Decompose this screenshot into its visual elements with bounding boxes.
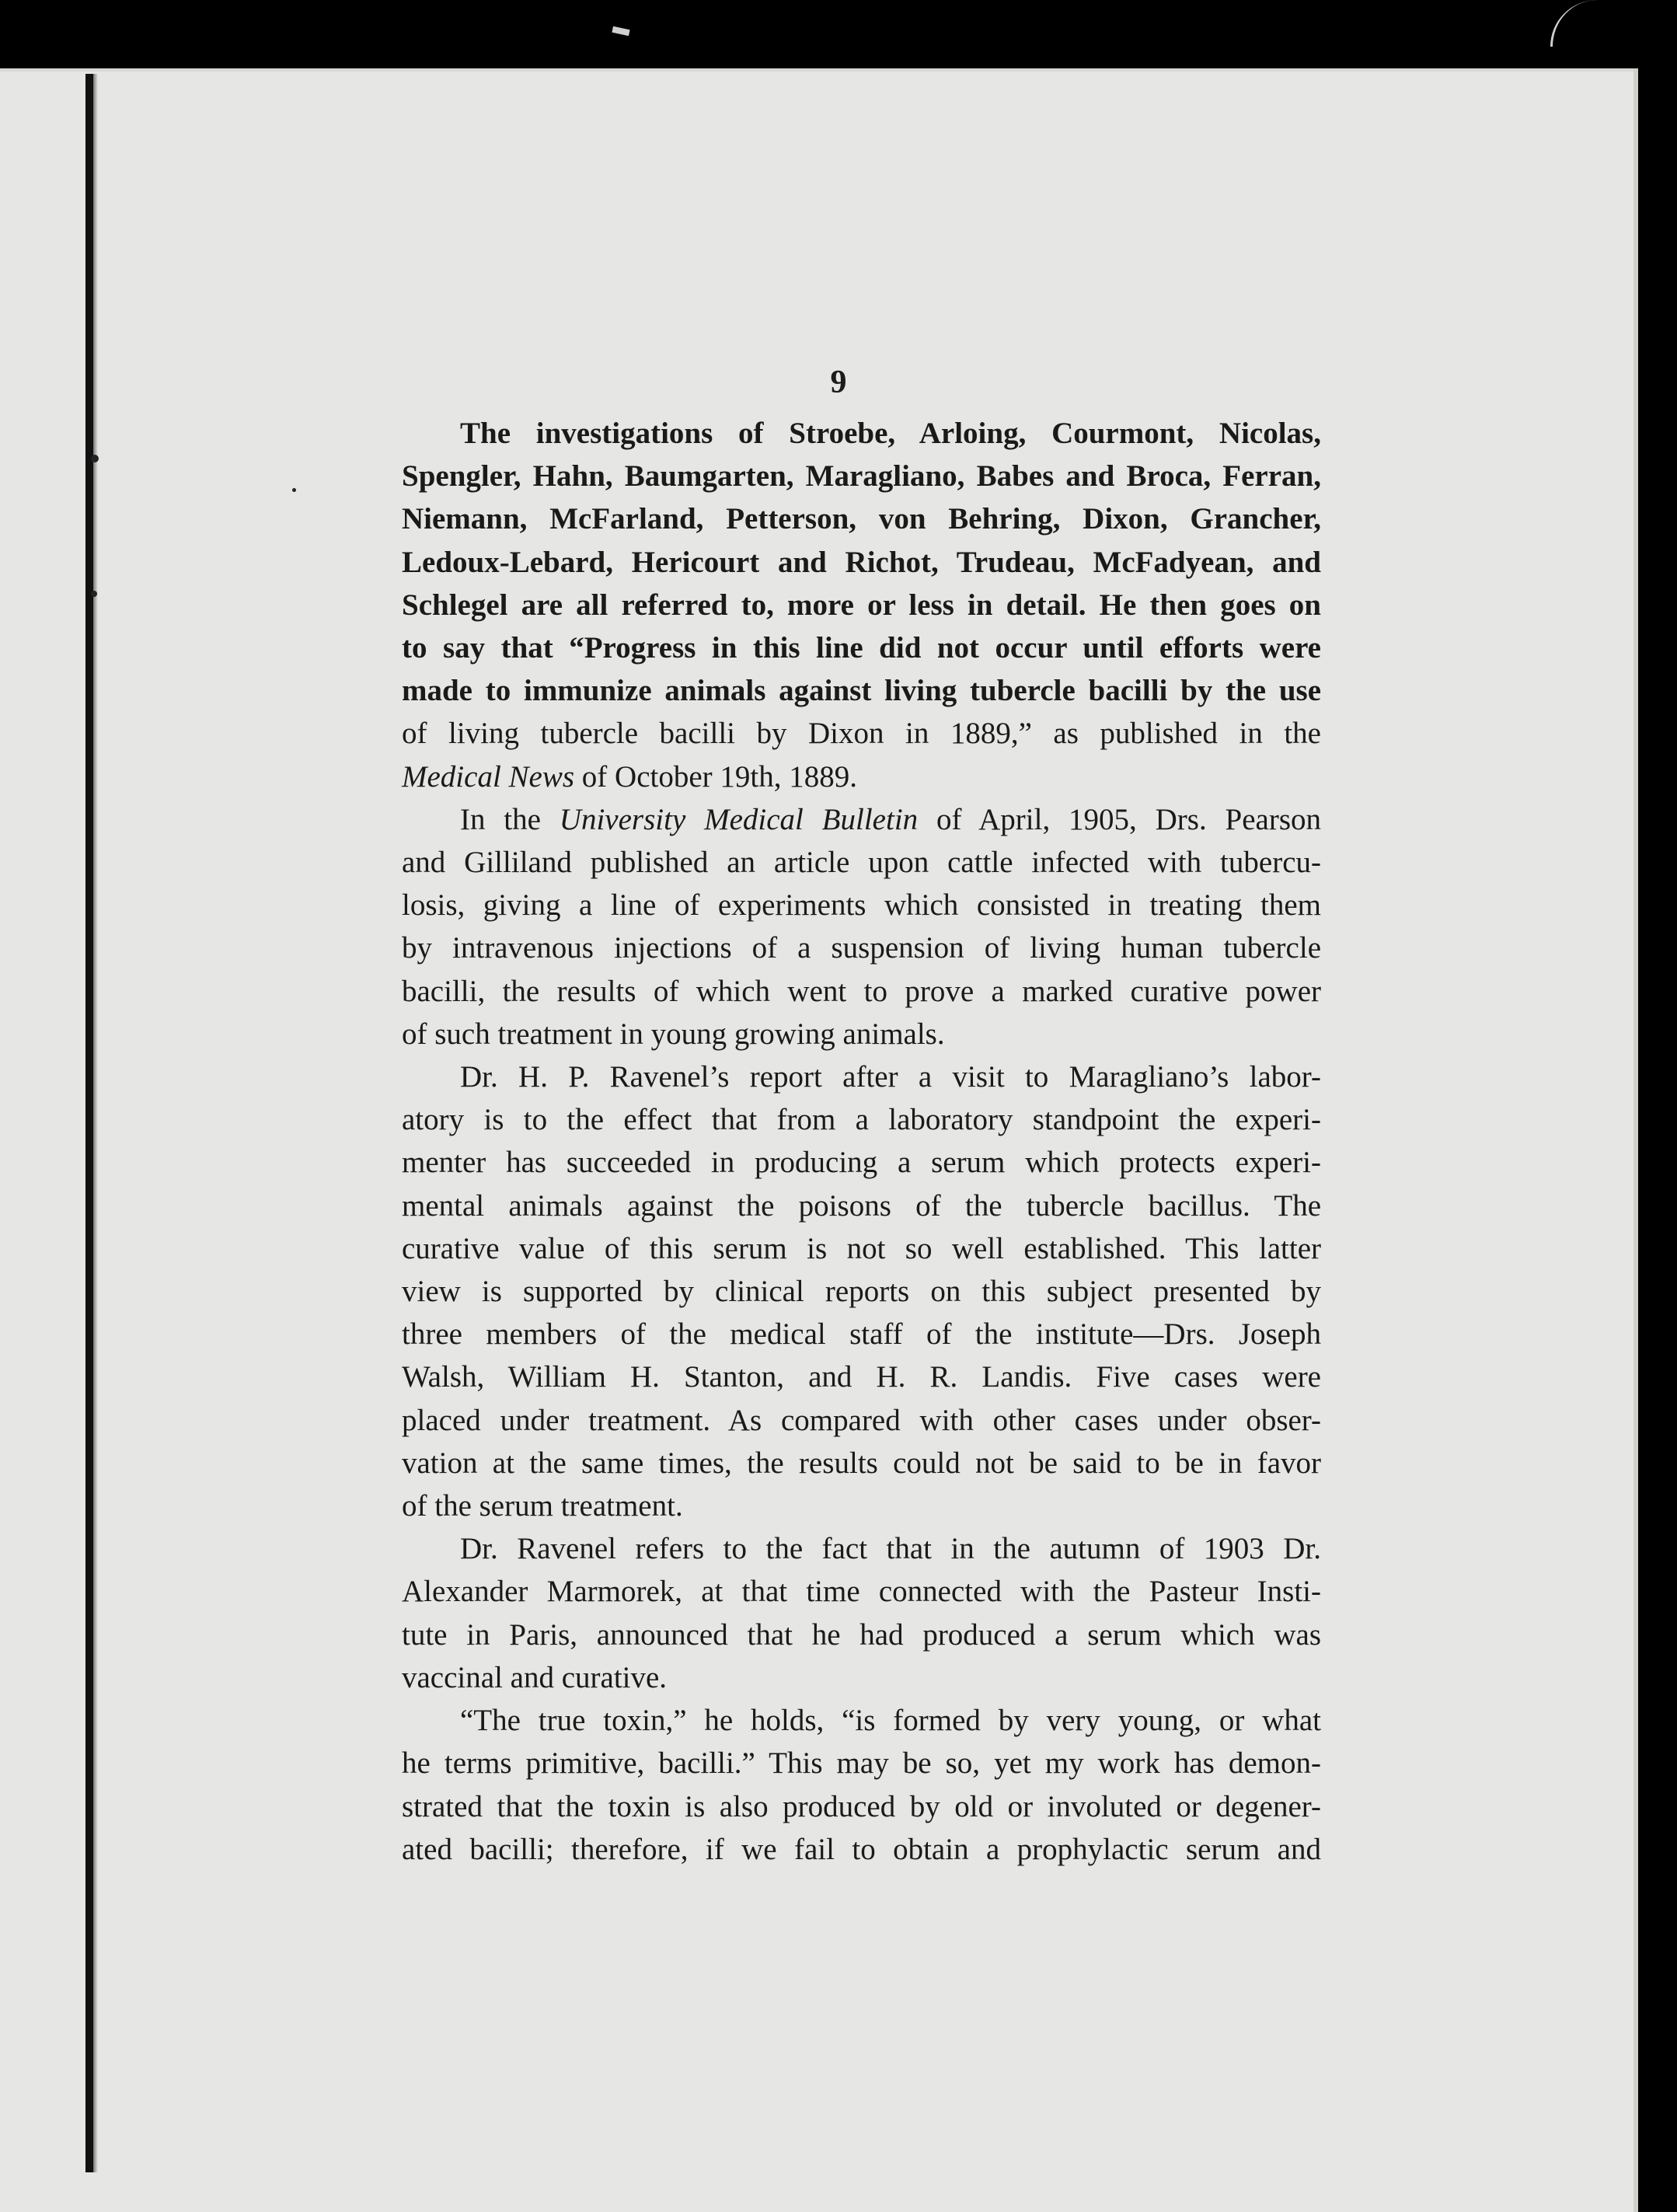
text-line: bacilli, the results of which went to prove a marked curative power bbox=[402, 974, 1321, 1008]
text-line: Dr. H. P. Ravenel’s report after a visit to Maragliano’s labor- bbox=[460, 1060, 1321, 1094]
text-line: “The true toxin,” he holds, “is formed by very young, or what bbox=[460, 1704, 1321, 1738]
text-line: of living tubercle bacilli by Dixon in 1889,” as published in the bbox=[402, 717, 1321, 751]
text-line: ated bacilli; therefore, if we fail to obtain a prophylactic serum and bbox=[402, 1832, 1321, 1866]
paragraph-1 bbox=[402, 412, 1321, 798]
text-line bbox=[402, 798, 1321, 841]
text-line: atory is to the effect that from a laboratory standpoint the experi- bbox=[402, 1103, 1321, 1137]
page-number: 9 bbox=[830, 365, 847, 400]
text-line: by intravenous injections of a suspension of living human tubercle bbox=[402, 931, 1321, 965]
text-line: Niemann, McFarland, Petterson, von Behring, Dixon, Grancher, bbox=[402, 502, 1321, 536]
italic-title: Medical News bbox=[402, 759, 575, 794]
paragraph-4 bbox=[402, 1527, 1321, 1699]
italic-title: University Medical Bulletin bbox=[559, 802, 919, 836]
text-line: Dr. Ravenel refers to the fact that in the autumn of 1903 Dr. bbox=[460, 1532, 1321, 1566]
body-text bbox=[402, 412, 1321, 1871]
text-line: view is supported by clinical reports on this subject presented by bbox=[402, 1275, 1321, 1309]
text-line: losis, giving a line of experiments which consisted in treating them bbox=[402, 888, 1321, 923]
text-line: and Gilliland published an article upon cattle infected with tubercu- bbox=[402, 846, 1321, 880]
text-line: he terms primitive, bacilli.” This may be so, yet my work has demon- bbox=[402, 1746, 1321, 1781]
margin-speck bbox=[292, 488, 296, 492]
text-line: to say that “Progress in this line did not occur until efforts were bbox=[402, 631, 1321, 665]
text-line: strated that the toxin is also produced by old or involuted or degener- bbox=[402, 1789, 1321, 1823]
text-line: of such treatment in young growing animals. bbox=[402, 1017, 945, 1051]
text-line: made to immunize animals against living tubercle bacilli by the use bbox=[402, 674, 1321, 708]
paragraph-3 bbox=[402, 1055, 1321, 1527]
text-line: of the serum treatment. bbox=[402, 1489, 683, 1523]
text-line: The investigations of Stroebe, Arloing, Courmont, Nicolas, bbox=[460, 417, 1321, 450]
text-line: three members of the medical staff of the institute—Drs. Joseph bbox=[402, 1317, 1321, 1352]
margin-speck bbox=[91, 455, 99, 462]
text-line: vaccinal and curative. bbox=[402, 1660, 668, 1694]
text-line: Walsh, William H. Stanton, and H. R. Landis. Five cases were bbox=[402, 1360, 1321, 1394]
margin-speck bbox=[91, 591, 97, 597]
text-line: Alexander Marmorek, at that time connected with the Pasteur Insti- bbox=[402, 1575, 1321, 1609]
text-line: vation at the same times, the results could not be said to be in favor bbox=[402, 1446, 1321, 1480]
text-line: placed under treatment. As compared with other cases under obser- bbox=[402, 1403, 1321, 1437]
text-line bbox=[402, 755, 1321, 798]
text-fragment: of October 19th, 1889. bbox=[574, 759, 857, 794]
text-line: mental animals against the poisons of the tubercle bacillus. The bbox=[402, 1188, 1321, 1223]
text-line: menter has succeeded in producing a serum which protects experi- bbox=[402, 1146, 1321, 1180]
paragraph-2 bbox=[402, 798, 1321, 1055]
text-line: tute in Paris, announced that he had produced a serum which was bbox=[402, 1617, 1321, 1652]
text-fragment: of April, 1905, Drs. Pearson bbox=[918, 802, 1321, 836]
text-line: Schlegel are all referred to, more or less in detail. He then goes on bbox=[402, 588, 1321, 622]
paragraph-5 bbox=[402, 1699, 1321, 1871]
text-line: curative value of this serum is not so well established. This latter bbox=[402, 1231, 1321, 1265]
text-line: Spengler, Hahn, Baumgarten, Maragliano, Babes and Broca, Ferran, bbox=[402, 459, 1321, 494]
text-line: Ledoux-Lebard, Hericourt and Richot, Trudeau, McFadyean, and bbox=[402, 545, 1321, 579]
text-fragment: In the bbox=[460, 802, 560, 836]
